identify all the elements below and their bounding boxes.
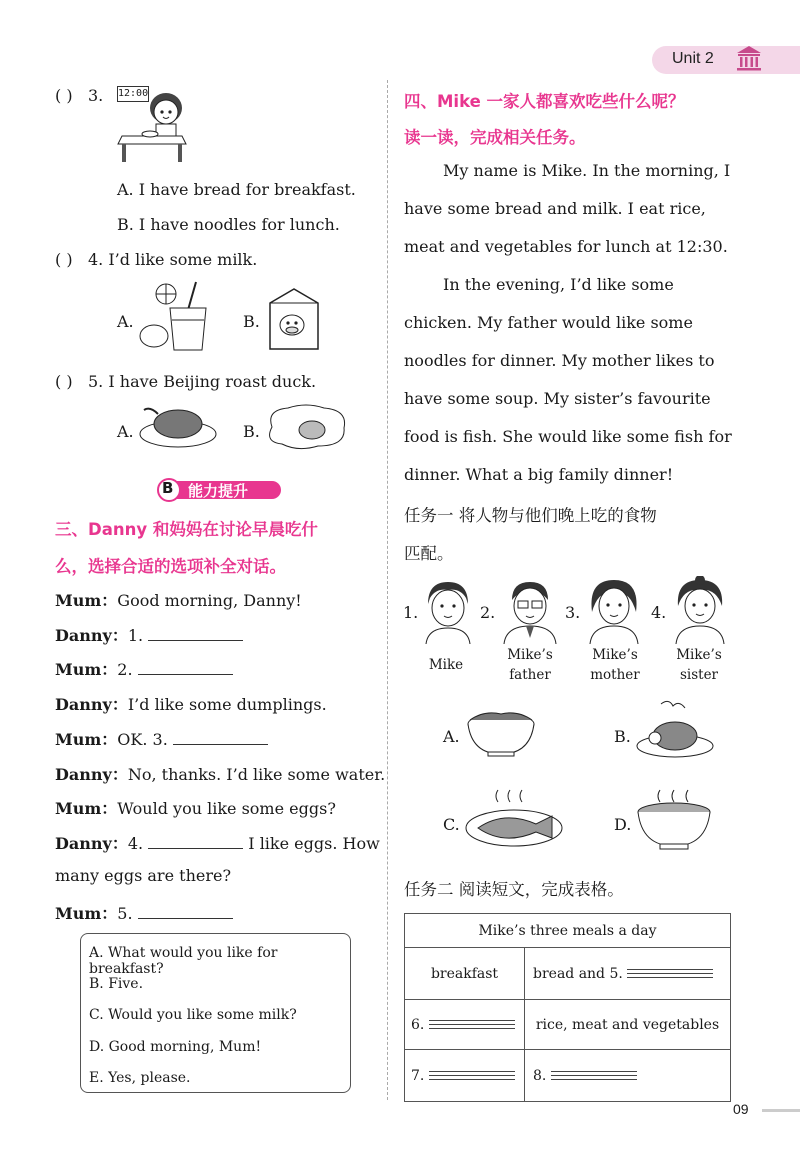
- father-portrait: [500, 578, 560, 644]
- q5-option-a: A.: [117, 422, 134, 441]
- answer-blank-2[interactable]: [138, 660, 233, 675]
- option-e: E. Yes, please.: [89, 1070, 191, 1086]
- passage-line-4: In the evening, I’d like some: [443, 275, 674, 294]
- task1-line1: 任务一 将人物与他们晚上吃的食物: [404, 506, 657, 525]
- option-a: A. What would you like for breakfast?: [89, 945, 278, 977]
- dialogue-line-3: Mum：2.: [55, 657, 233, 680]
- q4-paren: ( ): [55, 250, 73, 269]
- table-title: Mike’s three meals a day: [405, 914, 731, 948]
- answer-blank-3[interactable]: [173, 730, 268, 745]
- answer-blank-5[interactable]: [138, 904, 233, 919]
- passage-line-2: have some bread and milk. I eat rice,: [404, 199, 706, 218]
- dialogue-line-7: Mum：Would you like some eggs?: [55, 799, 336, 818]
- table-dinner-cell: 8.: [525, 1050, 731, 1102]
- page-number: 09: [733, 1101, 749, 1117]
- passage-line-6: noodles for dinner. My mother likes to: [404, 351, 715, 370]
- section4-title-line2: 读一读，完成相关任务。: [404, 128, 586, 147]
- table-lunch-label-cell: 6.: [405, 1000, 525, 1050]
- person-2-name: Mike’s father: [507, 647, 553, 683]
- passage-line-8: food is fish. She would like some fish for: [404, 427, 732, 446]
- clock-display: 12:00: [117, 86, 149, 102]
- person-3-num: 3.: [565, 603, 581, 622]
- section3-title-line2: 么，选择合适的选项补全对话。: [55, 557, 286, 576]
- person-1-num: 1.: [403, 603, 419, 622]
- girl-eating-illustration: [112, 86, 192, 164]
- section4-title-line1: 四、Mike 一家人都喜欢吃些什么呢？: [404, 92, 685, 111]
- q5-paren: ( ): [55, 372, 73, 391]
- table-breakfast-cell: bread and 5.: [525, 948, 731, 1000]
- soup-bowl-illustration: [634, 788, 714, 854]
- dialogue-line-1: Mum：Good morning, Danny!: [55, 591, 302, 610]
- task2-title: 任务二 阅读短文，完成表格。: [404, 880, 624, 899]
- q3-option-b: B. I have noodles for lunch.: [117, 215, 340, 234]
- person-4-name: Mike’s sister: [676, 647, 722, 683]
- q5-label: 5. I have Beijing roast duck.: [88, 372, 317, 391]
- column-divider: [387, 80, 388, 1100]
- unit-label: Unit 2: [672, 50, 714, 67]
- passage-line-5: chicken. My father would like some: [404, 313, 693, 332]
- q5-option-b: B.: [243, 422, 260, 441]
- dialogue-line-10: Mum：5.: [55, 901, 233, 924]
- q3-label: 3.: [88, 86, 104, 105]
- food-d-label: D.: [614, 815, 632, 834]
- food-b-label: B.: [614, 727, 631, 746]
- food-c-label: C.: [443, 815, 460, 834]
- dialogue-line-2: Danny：1.: [55, 623, 243, 646]
- dialogue-line-8: Danny：4. I like eggs. How: [55, 834, 380, 853]
- dialogue-line-6: Danny：No, thanks. I’d like some water.: [55, 765, 386, 784]
- answer-blank-table-8[interactable]: [551, 1068, 637, 1083]
- options-box: [80, 933, 351, 1093]
- option-b: B. Five.: [89, 976, 144, 992]
- passage-line-7: have some soup. My sister’s favourite: [404, 389, 711, 408]
- person-2-num: 2.: [480, 603, 496, 622]
- roast-duck-illustration: [138, 400, 218, 450]
- dialogue-line-5: Mum：OK. 3.: [55, 727, 268, 750]
- mother-portrait: [584, 576, 644, 644]
- food-a-label: A.: [443, 727, 460, 746]
- sister-portrait: [670, 576, 730, 644]
- task1-line2: 匹配。: [404, 544, 454, 563]
- answer-blank-table-5[interactable]: [627, 966, 713, 981]
- person-1-name: Mike: [428, 657, 464, 673]
- table-breakfast-label: breakfast: [405, 948, 525, 1000]
- dialogue-line-4: Danny：I’d like some dumplings.: [55, 695, 327, 714]
- table-lunch-cell: rice, meat and vegetables: [525, 1000, 731, 1050]
- person-3-name: Mike’s mother: [590, 647, 640, 683]
- section-b-title: 能力提升: [188, 482, 249, 500]
- q3-paren: ( ): [55, 86, 73, 105]
- roast-chicken-illustration: [635, 698, 715, 760]
- fried-egg-illustration: [262, 402, 352, 452]
- answer-blank-1[interactable]: [148, 626, 243, 641]
- milk-carton-illustration: [260, 285, 328, 353]
- meals-table: [404, 913, 731, 1102]
- mike-portrait: [420, 578, 476, 644]
- passage-line-9: dinner. What a big family dinner!: [404, 465, 674, 484]
- q4-label: 4. I’d like some milk.: [88, 250, 258, 269]
- answer-blank-4[interactable]: [148, 834, 243, 849]
- option-d: D. Good morning, Mum!: [89, 1039, 262, 1055]
- answer-blank-table-6[interactable]: [429, 1017, 515, 1032]
- passage-line-3: meat and vegetables for lunch at 12:30.: [404, 237, 728, 256]
- q4-option-a: A.: [117, 312, 134, 331]
- dialogue-line-9: many eggs are there?: [55, 866, 232, 885]
- fish-plate-illustration: [464, 788, 564, 850]
- passage-line-1: My name is Mike. In the morning, I: [443, 161, 731, 180]
- noodles-bowl-illustration: [464, 706, 538, 758]
- q4-option-b: B.: [243, 312, 260, 331]
- person-4-num: 4.: [651, 603, 667, 622]
- temple-icon: [734, 44, 764, 72]
- orange-juice-illustration: [136, 280, 212, 355]
- page-number-bar: [762, 1109, 800, 1112]
- table-dinner-label-cell: 7.: [405, 1050, 525, 1102]
- answer-blank-table-7[interactable]: [429, 1068, 515, 1083]
- section3-title-line1: 三、Danny 和妈妈在讨论早晨吃什: [55, 520, 318, 539]
- section-b-letter: B: [162, 479, 174, 497]
- option-c: C. Would you like some milk?: [89, 1007, 297, 1023]
- q3-option-a: A. I have bread for breakfast.: [117, 180, 356, 199]
